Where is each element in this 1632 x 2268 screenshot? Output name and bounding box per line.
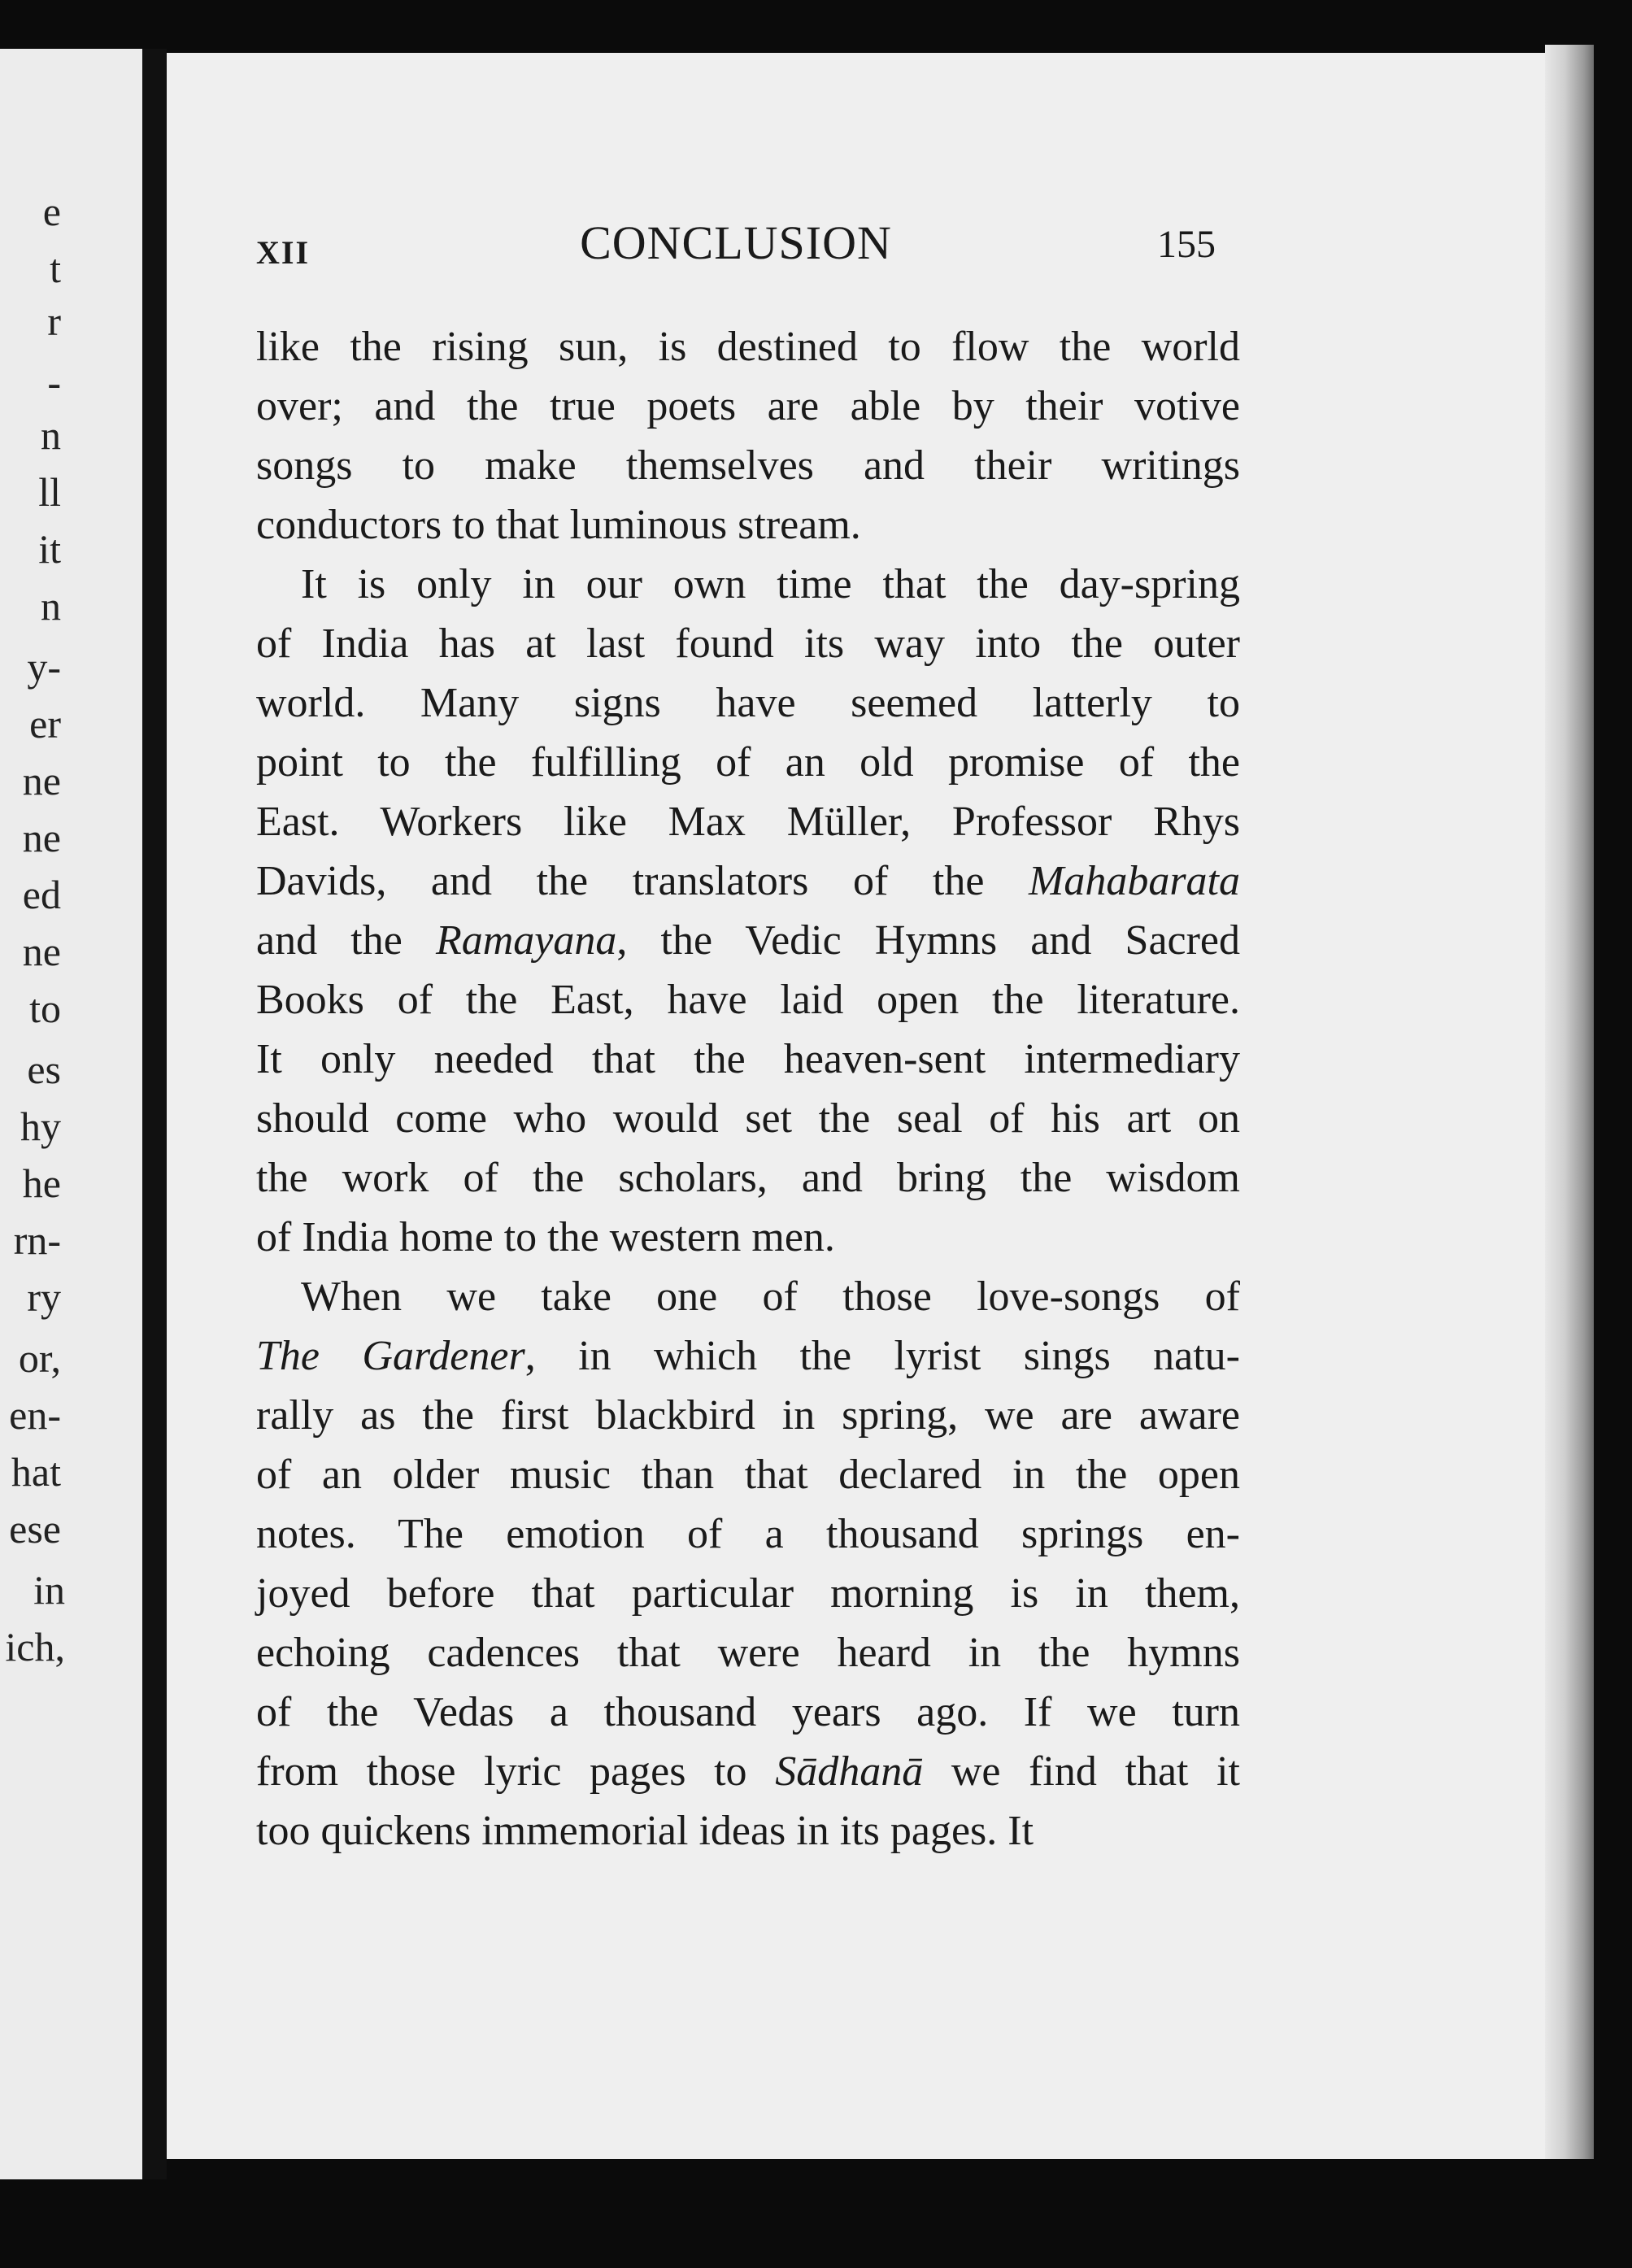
text-line bbox=[256, 1623, 1240, 1682]
facing-page-text-fragment: hat bbox=[11, 1449, 61, 1495]
text-line bbox=[256, 1801, 1240, 1861]
text-segment: Davids, and the translators of the bbox=[256, 858, 1029, 904]
text-line bbox=[256, 1208, 1240, 1267]
facing-page-text-fragment: r bbox=[47, 298, 61, 344]
facing-page-text-fragment: to bbox=[29, 986, 61, 1031]
text-segment: , in which the lyrist sings natu- bbox=[524, 1333, 1240, 1379]
facing-page-text-fragment: in bbox=[33, 1567, 65, 1613]
facing-page-text-fragment: ne bbox=[22, 815, 61, 860]
facing-page-text-fragment: n bbox=[41, 583, 61, 629]
facing-page-text-fragment: ne bbox=[22, 758, 61, 803]
facing-page-text-fragment: es bbox=[27, 1047, 61, 1092]
facing-page-text-fragment: or, bbox=[18, 1335, 61, 1381]
facing-page-text-fragment: t bbox=[50, 246, 61, 291]
facing-page-text-fragment: ed bbox=[22, 872, 61, 917]
facing-page-text-fragment: rn- bbox=[13, 1217, 61, 1263]
text-segment: world. Many signs have seemed latterly to bbox=[256, 680, 1240, 726]
text-segment: of India home to the western men. bbox=[256, 1214, 835, 1260]
text-segment: echoing cadences that were heard in the hymns bbox=[256, 1630, 1240, 1676]
text-line bbox=[256, 970, 1240, 1030]
text-line bbox=[256, 1386, 1240, 1445]
facing-page-text-fragment: er bbox=[29, 701, 61, 747]
text-segment: East. Workers like Max Müller, Professor Rhys bbox=[256, 799, 1240, 845]
text-line bbox=[256, 1089, 1240, 1148]
text-segment: over; and the true poets are able by their votive bbox=[256, 383, 1240, 429]
text-segment: we find that it bbox=[923, 1748, 1241, 1795]
text-line bbox=[256, 1742, 1240, 1801]
text-line bbox=[256, 911, 1240, 970]
text-segment: and the bbox=[256, 917, 436, 964]
text-line bbox=[256, 733, 1240, 792]
text-line bbox=[256, 792, 1240, 851]
facing-page-text-fragment: - bbox=[47, 359, 61, 405]
facing-page-text-fragment: ese bbox=[9, 1506, 61, 1552]
text-line bbox=[256, 436, 1240, 495]
text-line bbox=[256, 1148, 1240, 1208]
italic-title: Ramayana bbox=[435, 917, 617, 964]
facing-page-text-fragment: hy bbox=[20, 1104, 61, 1149]
italic-title: The Gardener bbox=[256, 1333, 525, 1379]
facing-page-text-fragment: he bbox=[22, 1160, 61, 1206]
text-segment: joyed before that particular morning is in them, bbox=[256, 1570, 1240, 1617]
text-line bbox=[256, 1267, 1240, 1326]
page-number: 155 bbox=[1157, 223, 1216, 266]
text-line bbox=[256, 1445, 1240, 1504]
text-segment: of India has at last found its way into the outer bbox=[256, 620, 1240, 667]
text-line bbox=[256, 851, 1240, 911]
text-segment: point to the fulfilling of an old promise of the bbox=[256, 739, 1240, 786]
text-line bbox=[256, 1030, 1240, 1089]
facing-page-text-fragment: n bbox=[41, 412, 61, 458]
italic-title: Mahabarata bbox=[1029, 858, 1240, 904]
text-segment: notes. The emotion of a thousand springs en- bbox=[256, 1511, 1240, 1557]
text-segment: too quickens immemorial ideas in its pages. It bbox=[256, 1808, 1034, 1854]
facing-page-text-fragment: ich, bbox=[5, 1624, 65, 1669]
facing-page-text-fragment: en- bbox=[9, 1392, 61, 1438]
text-segment: should come who would set the seal of his art on bbox=[256, 1095, 1240, 1142]
text-segment: of an older music than that declared in the open bbox=[256, 1452, 1240, 1498]
running-head bbox=[256, 215, 1216, 272]
text-line bbox=[256, 1504, 1240, 1564]
text-line bbox=[256, 1564, 1240, 1623]
text-line bbox=[256, 1326, 1240, 1386]
facing-page-fragment bbox=[0, 49, 142, 2179]
text-segment: When we take one of those love-songs of bbox=[301, 1273, 1240, 1320]
facing-page-text-fragment: it bbox=[38, 526, 61, 572]
text-segment: of the Vedas a thousand years ago. If we turn bbox=[256, 1689, 1240, 1735]
text-segment: conductors to that luminous stream. bbox=[256, 502, 861, 548]
paragraph bbox=[256, 555, 1240, 1267]
book-gutter bbox=[142, 49, 167, 2179]
text-line bbox=[256, 555, 1240, 614]
facing-page-text-fragment: e bbox=[42, 189, 61, 234]
chapter-number: XII bbox=[256, 234, 311, 271]
page-edge-shadow bbox=[1545, 45, 1594, 2159]
text-segment: It only needed that the heaven-sent intermediary bbox=[256, 1036, 1240, 1082]
facing-page-text-fragment: ne bbox=[22, 929, 61, 974]
text-line bbox=[256, 317, 1240, 377]
text-line bbox=[256, 1682, 1240, 1742]
text-line bbox=[256, 673, 1240, 733]
text-line bbox=[256, 377, 1240, 436]
facing-page-text-fragment: ry bbox=[27, 1274, 61, 1320]
text-segment: like the rising sun, is destined to flow the world bbox=[256, 324, 1240, 370]
text-segment: from those lyric pages to bbox=[256, 1748, 776, 1795]
text-segment: songs to make themselves and their writings bbox=[256, 442, 1240, 489]
text-segment: the work of the scholars, and bring the wisdom bbox=[256, 1155, 1240, 1201]
facing-page-text-fragment: y- bbox=[27, 644, 61, 690]
text-segment: It is only in our own time that the day-spring bbox=[301, 561, 1240, 607]
body-text bbox=[256, 317, 1240, 1861]
text-segment: rally as the first blackbird in spring, we are aware bbox=[256, 1392, 1240, 1439]
text-segment: Books of the East, have laid open the literature. bbox=[256, 977, 1240, 1023]
text-line bbox=[256, 614, 1240, 673]
facing-page-text-fragment: ll bbox=[38, 469, 61, 515]
running-title: CONCLUSION bbox=[580, 216, 892, 269]
text-line bbox=[256, 495, 1240, 555]
text-segment: , the Vedic Hymns and Sacred bbox=[616, 917, 1240, 964]
italic-title: Sādhanā bbox=[775, 1748, 924, 1795]
paragraph bbox=[256, 1267, 1240, 1861]
paragraph bbox=[256, 317, 1240, 555]
